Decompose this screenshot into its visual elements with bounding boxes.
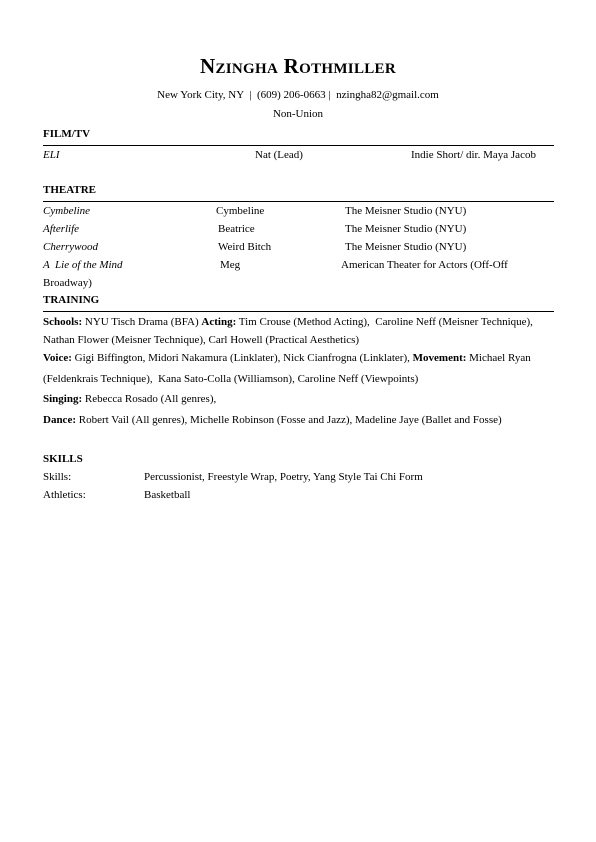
theatre-rule — [43, 201, 554, 202]
credit-title: ELI — [43, 149, 60, 161]
movement-label: Movement: — [412, 352, 467, 364]
credit-company: The Meisner Studio (NYU) — [345, 205, 467, 217]
credit-role: Beatrice — [218, 223, 255, 235]
voice-label: Voice: — [43, 352, 72, 364]
training-voice-movement — [43, 348, 555, 390]
skills-heading: SKILLS — [43, 453, 83, 465]
skills-value: Percussionist, Freestyle Wrap, Poetry, Yang Style Tai Chi Form — [144, 471, 423, 483]
credit-company: The Meisner Studio (NYU) — [345, 241, 467, 253]
acting-text: Tim Crouse (Method Acting), Caroline Neff (Meisner Technique), Nathan Flower (Meisner Technique), Carl Howell (Practical Aesthetics) — [43, 316, 536, 346]
credit-company: The Meisner Studio (NYU) — [345, 223, 467, 235]
training-dance — [43, 411, 555, 429]
training-schools-acting — [43, 313, 555, 349]
film-tv-heading: FILM/TV — [43, 128, 91, 140]
dance-label: Dance: — [43, 414, 76, 426]
movement-text: Michael Ryan (Feldenkrais Technique), Kana Sato-Colla (Williamson), Caroline Neff (Viewpoints) — [43, 352, 534, 385]
acting-label: Acting: — [201, 316, 237, 328]
credit-title: Afterlife — [43, 223, 80, 235]
credit-company-continued: Broadway) — [43, 277, 92, 289]
schools-text: NYU Tisch Drama (BFA) — [82, 316, 202, 328]
union-status: Non-Union — [272, 108, 324, 120]
credit-company: American Theater for Actors (Off-Off — [341, 259, 508, 271]
credit-title: A Lie of the Mind — [43, 259, 123, 271]
credit-role: Cymbeline — [216, 205, 265, 217]
singing-label: Singing: — [43, 393, 83, 405]
credit-role: Nat (Lead) — [255, 149, 303, 161]
singing-text: Rebecca Rosado (All genres), — [82, 393, 217, 405]
dance-text: Robert Vail (All genres), Michelle Robinson (Fosse and Jazz), Madeline Jaye (Ballet and Fosse) — [76, 414, 502, 426]
skills-label: Skills: — [43, 471, 72, 483]
credit-role: Weird Bitch — [218, 241, 272, 253]
schools-label: Schools: — [43, 316, 83, 328]
training-heading: TRAINING — [43, 294, 100, 306]
training-rule — [43, 311, 554, 312]
credit-title: Cherrywood — [43, 241, 98, 253]
training-singing — [43, 390, 555, 408]
credit-role: Meg — [220, 259, 241, 271]
credit-title: Cymbeline — [43, 205, 91, 217]
theatre-heading: THEATRE — [43, 184, 96, 196]
voice-text: Gigi Biffington, Midori Nakamura (Linklater), Nick Cianfrogna (Linklater), — [71, 352, 413, 364]
athletics-label: Athletics: — [43, 489, 86, 501]
athletics-value: Basketball — [144, 489, 191, 501]
film-tv-rule — [43, 145, 554, 146]
credit-company: Indie Short/ dir. Maya Jacob — [411, 149, 536, 161]
actor-name: Nzingha Rothmiller — [199, 54, 396, 78]
contact-line: New York City, NY | (609) 206-0663 | nzingha82@gmail.com — [157, 89, 439, 101]
